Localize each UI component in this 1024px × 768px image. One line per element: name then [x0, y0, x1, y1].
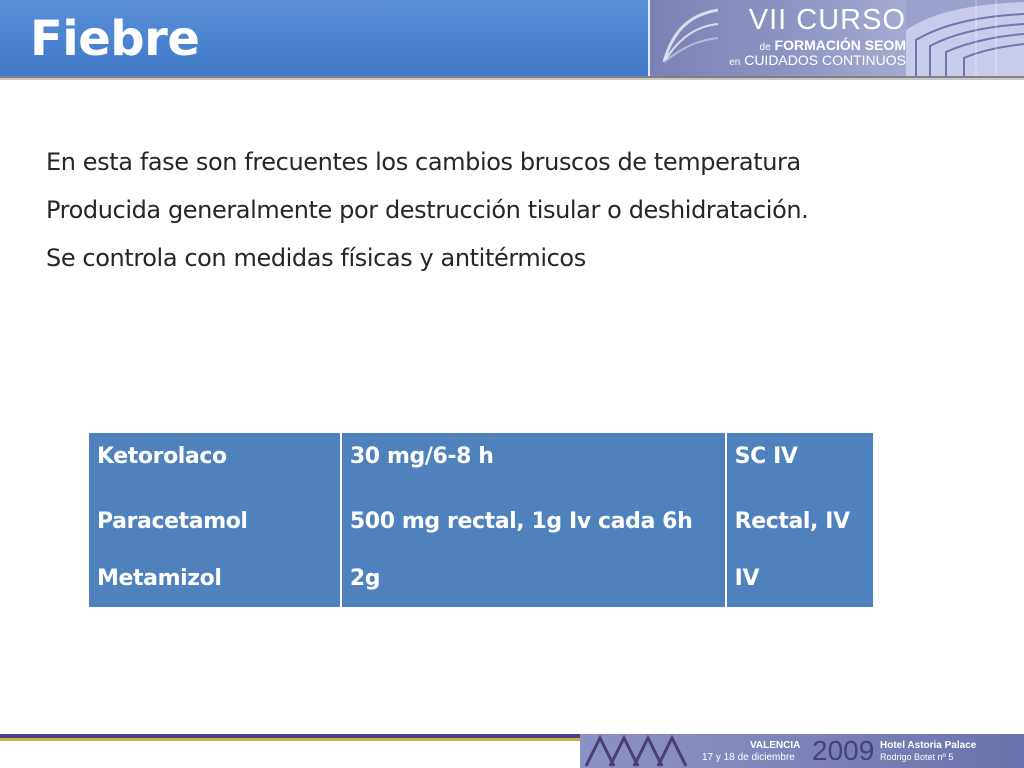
- drug-dose: 2g: [349, 566, 381, 591]
- footer-banner: [580, 734, 1024, 768]
- drug-dose: 500 mg rectal, 1g Iv cada 6h: [349, 509, 693, 534]
- drug-route: IV: [734, 566, 760, 591]
- banner-cuidados-text: CUIDADOS CONTINUOS: [744, 52, 906, 68]
- drug-name: Ketorolaco: [97, 444, 227, 469]
- banner-cuidados-prefix: en: [729, 57, 741, 68]
- drug-route: Rectal, IV: [734, 509, 850, 534]
- header-divider-shadow: [0, 78, 1024, 80]
- footer-city: VALENCIA: [750, 740, 801, 751]
- banner-course-name: VII CURSO: [748, 4, 906, 36]
- banner-formacion-prefix: de: [759, 42, 771, 53]
- footer-strip: [0, 734, 1024, 768]
- course-banner: [648, 0, 1024, 76]
- drug-name-column: [89, 433, 341, 608]
- body-text: [46, 138, 1006, 282]
- footer-stripe-accent: [0, 738, 580, 741]
- route-column: [726, 433, 874, 608]
- banner-cuidados-line: [729, 53, 906, 70]
- drug-dose: 30 mg/6-8 h: [349, 444, 494, 469]
- body-line: En esta fase son frecuentes los cambios bruscos de temperatura: [46, 148, 801, 176]
- table-row: [89, 433, 874, 608]
- footer-logo-icon: [580, 734, 690, 768]
- dose-column: [341, 433, 726, 608]
- banner-formacion-text: FORMACIÓN SEOM: [774, 37, 906, 53]
- drug-name: Paracetamol: [97, 509, 248, 534]
- header-band: [0, 0, 1024, 76]
- footer-year: 2009: [812, 735, 875, 766]
- footer-dates: 17 y 18 de diciembre: [702, 752, 795, 763]
- dosage-table: [88, 432, 874, 608]
- body-line: Producida generalmente por destrucción tisular o deshidratación.: [46, 196, 809, 224]
- drug-name: Metamizol: [97, 566, 222, 591]
- page-title: Fiebre: [30, 11, 200, 67]
- footer-hotel: Hotel Astoria Palace: [880, 740, 977, 751]
- footer-address: Rodrigo Botet nº 5: [880, 752, 954, 762]
- course-logo-icon: [660, 6, 720, 66]
- building-photo-icon: [906, 0, 1024, 76]
- body-line: Se controla con medidas físicas y antitérmicos: [46, 244, 586, 272]
- drug-route: SC IV: [734, 444, 798, 469]
